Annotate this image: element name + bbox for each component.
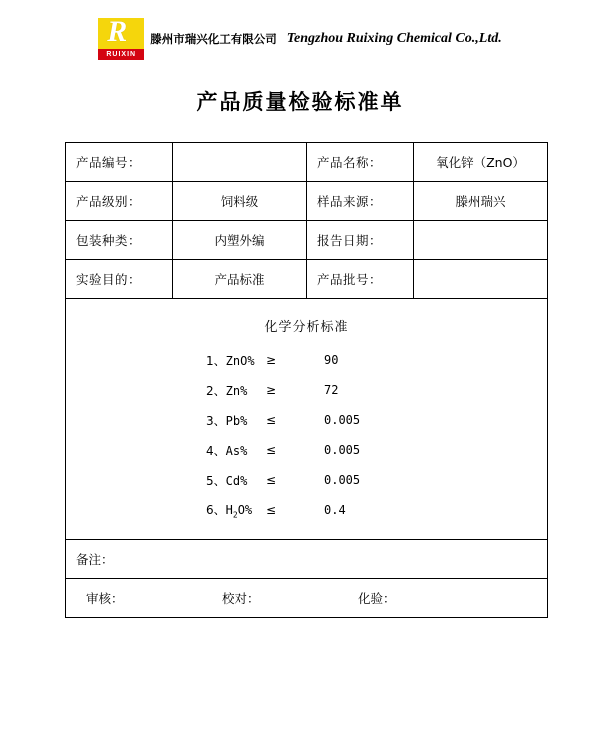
chemical-label: As%	[225, 443, 248, 458]
chemical-value: 0.4	[324, 503, 346, 517]
chemical-index: 3、	[206, 413, 226, 428]
batch-number-value[interactable]	[414, 260, 548, 299]
chemical-label: Cd%	[225, 473, 248, 488]
table-row	[66, 260, 548, 299]
package-type-value[interactable]: 内塑外编	[173, 221, 307, 260]
chemical-operator: ≥	[266, 383, 277, 397]
test-purpose-value[interactable]: 产品标准	[173, 260, 307, 299]
logo-wordmark: RUIXIN	[98, 49, 144, 60]
report-table-wrapper	[65, 142, 535, 618]
batch-number-label: 产品批号：	[307, 260, 414, 299]
chemical-name	[76, 472, 266, 489]
chemical-operator: ≤	[266, 413, 277, 427]
table-row	[66, 221, 548, 260]
chemical-label: Zn%	[225, 383, 248, 398]
company-name-cn: 滕州市瑞兴化工有限公司	[150, 32, 277, 46]
table-row	[66, 182, 548, 221]
chemical-label: ZnO%	[225, 353, 255, 368]
remark-label: 备注：	[76, 552, 114, 567]
logo-letter: R	[107, 15, 128, 48]
chemical-name	[76, 382, 266, 399]
chemical-name	[76, 501, 266, 519]
assay-signature[interactable]: 化验：	[358, 591, 396, 606]
chemical-name	[76, 442, 266, 459]
chemical-analysis-rows	[76, 341, 537, 539]
chemical-operator: ≥	[266, 353, 277, 367]
report-date-label: 报告日期：	[307, 221, 414, 260]
chemical-name	[76, 412, 266, 429]
chemical-label: $H_2O\%$	[225, 502, 253, 520]
chemical-row	[76, 435, 537, 465]
chemical-index: 4、	[206, 443, 226, 458]
chemical-row	[76, 405, 537, 435]
sample-source-label: 样品来源：	[307, 182, 414, 221]
report-table	[65, 142, 548, 618]
chemical-value: 90	[324, 353, 339, 367]
chemical-value: 0.005	[324, 443, 361, 457]
product-grade-value[interactable]: 饲料级	[173, 182, 307, 221]
chemical-operator: ≤	[266, 473, 277, 487]
table-row-remark	[66, 540, 548, 579]
table-row	[66, 143, 548, 182]
chemical-index: 5、	[206, 473, 226, 488]
test-purpose-label: 实验目的：	[66, 260, 173, 299]
company-logo-icon	[98, 15, 144, 60]
product-grade-label: 产品级别：	[66, 182, 173, 221]
chemical-value: 72	[324, 383, 339, 397]
signature-row	[76, 589, 537, 607]
package-type-label: 包装种类：	[66, 221, 173, 260]
chemical-index: 6、	[206, 502, 226, 517]
chemical-row	[76, 345, 537, 375]
report-date-value[interactable]	[414, 221, 548, 260]
product-name-label: 产品名称：	[307, 143, 414, 182]
chemical-row	[76, 375, 537, 405]
remark-cell[interactable]	[66, 540, 548, 579]
page-title: 产品质量检验标准单	[196, 90, 404, 114]
chemical-operator: ≤	[266, 503, 277, 517]
chemical-index: 1、	[206, 353, 226, 368]
chemical-value: 0.005	[324, 413, 361, 427]
document-header	[0, 0, 600, 64]
product-name-value[interactable]: 氧化锌（ZnO）	[414, 143, 548, 182]
chemical-analysis-title: 化学分析标准	[264, 320, 349, 335]
company-name-en: Tengzhou Ruixing Chemical Co.,Ltd.	[286, 31, 502, 46]
chemical-analysis-cell	[66, 299, 548, 540]
chemical-row	[76, 495, 537, 525]
check-signature[interactable]: 校对：	[222, 591, 260, 606]
sample-source-value[interactable]: 滕州瑞兴	[414, 182, 548, 221]
chemical-index: 2、	[206, 383, 226, 398]
review-signature[interactable]: 审核：	[86, 591, 124, 606]
chemical-row	[76, 465, 537, 495]
signature-cell	[66, 579, 548, 618]
chemical-label: Pb%	[225, 413, 248, 428]
table-row-chemical	[66, 299, 548, 540]
product-code-value[interactable]	[173, 143, 307, 182]
table-row-signatures	[66, 579, 548, 618]
chemical-value: 0.005	[324, 473, 361, 487]
chemical-operator: ≤	[266, 443, 277, 457]
chemical-name	[76, 352, 266, 369]
product-code-label: 产品编号：	[66, 143, 173, 182]
